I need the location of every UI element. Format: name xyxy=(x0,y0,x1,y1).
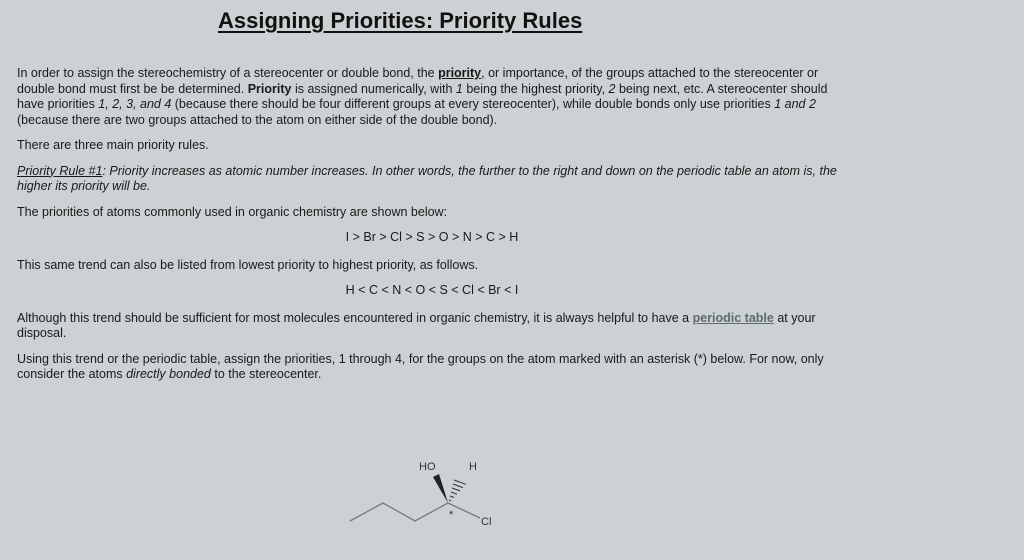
stereocenter-asterisk: * xyxy=(449,509,454,521)
priority-link[interactable]: priority xyxy=(438,66,482,80)
common-atoms-text: The priorities of atoms commonly used in organic chemistry are shown below: xyxy=(17,204,448,219)
periodic-table-link[interactable]: periodic table xyxy=(692,310,774,325)
carbon-chain xyxy=(350,503,448,521)
wedge-bond-ho xyxy=(433,474,448,503)
although-paragraph: Although this trend should be sufficient for most molecules encountered in organic chemistry, it is always helpful to have a periodic table at your disposal. xyxy=(17,310,816,340)
priority-order-high-to-low: I > Br > Cl > S > O > N > C > H xyxy=(345,230,519,244)
atom-label-cl: Cl xyxy=(481,516,492,528)
intro-paragraph: In order to assign the stereochemistry of a stereocenter or double bond, the priority, or importance, of the groups attached to the stereocenter or double bond must first be be determined. Priority is assigned numerically, with 1 being the highest priority, 2 being next, etc. A stereocenter should have priorities 1, 2, 3, and 4 (because there should be four different groups at every stereocenter), while double bonds only use priorities 1 and 2 (because there are two groups attached to the atom on either side of the double bond). xyxy=(17,66,828,127)
instruction-paragraph: Using this trend or the periodic table, assign the priorities, 1 through 4, for the groups on the atom marked with an asterisk (*) below. For now, only consider the atoms directly bonded to the stereocenter. xyxy=(17,351,824,381)
priority-bold: Priority xyxy=(247,81,292,96)
rule-1-label: Priority Rule #1 xyxy=(17,163,103,178)
atom-label-ho: HO xyxy=(419,461,436,473)
same-trend-text: This same trend can also be listed from lowest priority to highest priority, as follows. xyxy=(17,257,479,272)
page-title: Assigning Priorities: Priority Rules xyxy=(218,8,583,33)
lesson-content xyxy=(17,66,847,393)
three-rules-text: There are three main priority rules. xyxy=(17,138,209,152)
molecule-structure xyxy=(345,455,505,535)
priority-order-low-to-high: H < C < N < O < S < Cl < Br < I xyxy=(345,283,519,297)
atom-label-h: H xyxy=(469,461,477,473)
priority-rule-1: Priority Rule #1: Priority increases as atomic number increases. In other words, the further to the right and down on the periodic table an atom is, the higher its priority will be. xyxy=(17,163,837,193)
hashed-bond-h xyxy=(449,480,466,501)
